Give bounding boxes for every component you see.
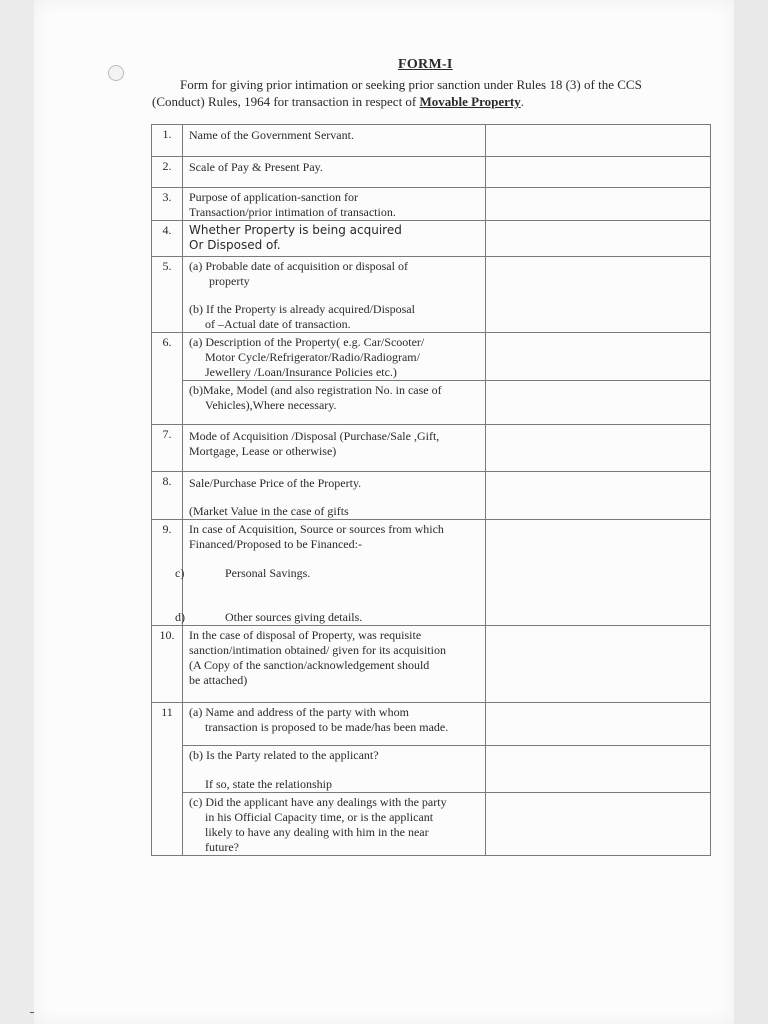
- row-label: [183, 257, 486, 333]
- label-line: Whether Property is being acquired: [189, 223, 402, 237]
- item-text: Personal Savings.: [225, 566, 311, 580]
- table-row: [152, 746, 711, 793]
- label-line: transaction is proposed to be made/has been made.: [205, 720, 449, 734]
- row-label: [183, 381, 486, 425]
- label-line: future?: [205, 840, 239, 854]
- table-row: [152, 793, 711, 856]
- label-line: (b) If the Property is already acquired/Disposal: [189, 302, 415, 316]
- intro-line-2-prefix: (Conduct) Rules, 1964 for transaction in respect of: [152, 94, 420, 109]
- row-number: 7.: [152, 425, 183, 472]
- intro-movable-property: Movable Property: [419, 94, 521, 109]
- label-line: Mode of Acquisition /Disposal (Purchase/Sale ,Gift,: [189, 429, 440, 443]
- label-line: Sale/Purchase Price of the Property.: [189, 476, 362, 490]
- form-intro: [152, 76, 712, 110]
- answer-field[interactable]: [486, 188, 711, 221]
- label-line: likely to have any dealing with him in the near: [205, 825, 429, 839]
- row-label: [183, 746, 486, 793]
- table-row: [152, 381, 711, 425]
- row-label: [183, 425, 486, 472]
- label-line: (a) Probable date of acquisition or disposal of: [189, 259, 408, 273]
- table-row: [152, 703, 711, 746]
- label-line: Vehicles),Where necessary.: [205, 398, 337, 412]
- row-number: 5.: [152, 257, 183, 333]
- label-line: (b)Make, Model (and also registration No. in case of: [189, 383, 442, 397]
- row-number: 6.: [152, 333, 183, 425]
- item-label: d): [175, 610, 185, 624]
- label-line: Jewellery /Loan/Insurance Policies etc.): [205, 365, 397, 379]
- label-line: Purpose of application-sanction for: [189, 190, 358, 204]
- name-of-government-servant-label: Name of the Government Servant.: [189, 128, 354, 142]
- row-number: 1.: [152, 125, 183, 157]
- scale-of-pay-label: Scale of Pay & Present Pay.: [189, 160, 323, 174]
- label-line: Mortgage, Lease or otherwise): [189, 444, 337, 458]
- label-line: Financed/Proposed to be Financed:-: [189, 537, 362, 551]
- row-number: 9.: [152, 520, 183, 626]
- row-label: [183, 125, 486, 157]
- item-text: Other sources giving details.: [225, 610, 363, 624]
- table-row: [152, 257, 711, 333]
- form-title: FORM-I: [398, 57, 453, 72]
- source-item: [175, 610, 479, 625]
- item-label: c): [175, 566, 185, 580]
- row-number: 2.: [152, 157, 183, 188]
- row-label: [183, 793, 486, 856]
- answer-field[interactable]: [486, 425, 711, 472]
- label-line: property: [209, 274, 250, 288]
- answer-field[interactable]: [486, 333, 711, 381]
- scan-margin: [0, 0, 34, 1024]
- row-label: [183, 188, 486, 221]
- label-line: sanction/intimation obtained/ given for its acquisition: [189, 643, 446, 657]
- source-item: [175, 566, 479, 581]
- table-row: [152, 125, 711, 157]
- label-line: Motor Cycle/Refrigerator/Radio/Radiogram/: [205, 350, 420, 364]
- answer-field[interactable]: [486, 703, 711, 746]
- punch-hole: [108, 65, 124, 81]
- label-line: (Market Value in the case of gifts: [189, 504, 349, 518]
- form-table: [151, 124, 711, 856]
- table-row: [152, 626, 711, 703]
- row-number: 4.: [152, 221, 183, 257]
- label-line: (a) Description of the Property( e.g. Car/Scooter/: [189, 335, 425, 349]
- intro-line-2-end: .: [520, 94, 524, 109]
- label-line: (b) Is the Party related to the applicant?: [189, 748, 379, 762]
- row-number: 3.: [152, 188, 183, 221]
- label-line: in his Official Capacity time, or is the applicant: [205, 810, 434, 824]
- table-row: [152, 221, 711, 257]
- answer-field[interactable]: [486, 157, 711, 188]
- row-number: 8.: [152, 472, 183, 520]
- row-label: [183, 221, 486, 257]
- row-label: [175, 520, 486, 626]
- label-line: (c) Did the applicant have any dealings with the party: [189, 795, 447, 809]
- label-line: In the case of disposal of Property, was requisite: [189, 628, 422, 642]
- answer-field[interactable]: [486, 626, 711, 703]
- answer-field[interactable]: [486, 257, 711, 333]
- table-row: [152, 472, 711, 520]
- answer-field[interactable]: [486, 381, 711, 425]
- answer-field[interactable]: [486, 746, 711, 793]
- label-line: Transaction/prior intimation of transaction.: [189, 205, 396, 219]
- label-line: Or Disposed of.: [189, 238, 281, 252]
- row-label: [183, 703, 486, 746]
- table-row: [152, 333, 711, 381]
- row-label: [183, 472, 486, 520]
- row-number: 10.: [152, 626, 183, 703]
- label-line: If so, state the relationship: [205, 777, 332, 791]
- answer-field[interactable]: [486, 221, 711, 257]
- row-label: [183, 333, 486, 381]
- answer-field[interactable]: [486, 520, 711, 626]
- table-row: [152, 157, 711, 188]
- table-row: [152, 425, 711, 472]
- table-row: [152, 188, 711, 221]
- row-label: [183, 157, 486, 188]
- answer-field[interactable]: [486, 793, 711, 856]
- answer-field[interactable]: [486, 125, 711, 157]
- label-line: of –Actual date of transaction.: [205, 317, 351, 331]
- label-line: (A Copy of the sanction/acknowledgement should: [189, 658, 430, 672]
- label-line: (a) Name and address of the party with whom: [189, 705, 409, 719]
- row-label: [183, 626, 486, 703]
- table-row: [152, 520, 711, 626]
- row-number: 11: [152, 703, 183, 856]
- answer-field[interactable]: [486, 472, 711, 520]
- label-line: In case of Acquisition, Source or sources from which: [189, 522, 444, 536]
- intro-line-1: Form for giving prior intimation or seeking prior sanction under Rules 18 (3) of the CCS: [180, 77, 642, 92]
- scan-mark: [30, 1012, 34, 1013]
- label-line: be attached): [189, 673, 248, 687]
